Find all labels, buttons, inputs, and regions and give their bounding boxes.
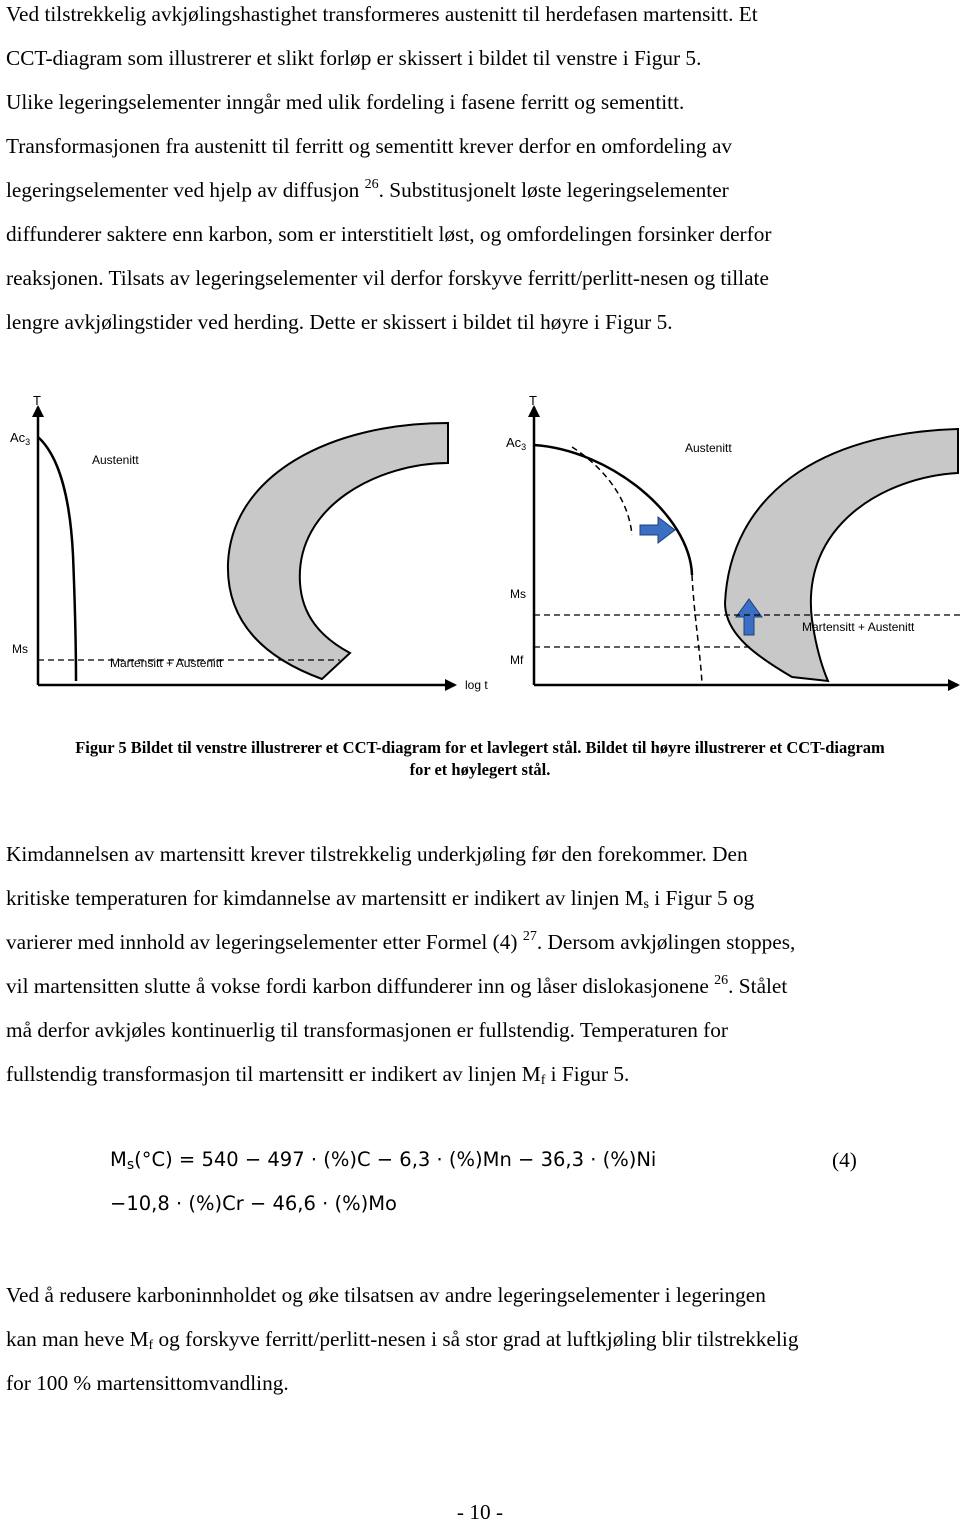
caption-line: Figur 5 Bildet til venstre illustrerer et CCT-diagram for et lavlegert stål. Bildet til høyre illustrerer et CCT-diagram bbox=[75, 738, 885, 757]
formula-line-1 bbox=[110, 1148, 656, 1171]
martensite-start-curve-solid bbox=[534, 445, 692, 575]
austenitt-label: Austenitt bbox=[685, 441, 732, 455]
text-fragment: . Stålet bbox=[728, 974, 788, 998]
martensitt-austenitt-label: Martensitt + Austenitt bbox=[110, 656, 223, 670]
text-fragment: legeringselementer ved hjelp av diffusjon bbox=[6, 178, 360, 202]
martensitt-austenitt-label: Martensitt + Austenitt bbox=[802, 620, 915, 634]
old-curve-dashed bbox=[572, 447, 632, 535]
reference-superscript: 27 bbox=[522, 929, 537, 944]
subscript: f bbox=[148, 1338, 154, 1353]
ac-subscript: 3 bbox=[25, 437, 31, 447]
text-fragment: i Figur 5. bbox=[545, 1062, 630, 1086]
text-fragment: vil martensitten slutte å vokse fordi karbon diffunderer inn og låser dislokasjonene bbox=[6, 974, 709, 998]
text-line: for 100 % martensittomvandling. bbox=[6, 1371, 289, 1395]
ac-text: Ac bbox=[506, 435, 522, 450]
formula-m: M bbox=[110, 1148, 127, 1171]
subscript: f bbox=[540, 1073, 546, 1088]
text-line bbox=[6, 1317, 956, 1361]
text-line: Ulike legeringselementer inngår med ulik fordeling i fasene ferritt og sementitt. bbox=[6, 90, 685, 114]
conclusion-paragraph bbox=[6, 1273, 956, 1405]
text-line: diffunderer saktere enn karbon, som er interstitielt løst, og omfordelingen forsinker derfor bbox=[6, 222, 772, 246]
log-t-label: log t bbox=[465, 678, 488, 692]
ac3-label bbox=[10, 430, 30, 447]
ac3-label bbox=[506, 435, 526, 452]
text-line bbox=[6, 920, 956, 964]
text-fragment: . Dersom avkjølingen stoppes, bbox=[536, 930, 796, 954]
ac-subscript: 3 bbox=[521, 442, 527, 452]
text-fragment: i Figur 5 og bbox=[648, 886, 755, 910]
intro-paragraph bbox=[6, 0, 956, 344]
text-fragment: og forskyve ferritt/perlitt-nesen i så stor grad at luftkjøling blir tilstrekkelig bbox=[153, 1327, 799, 1351]
ac-text: Ac bbox=[10, 430, 26, 445]
caption-line: for et høylegert stål. bbox=[409, 760, 551, 779]
martensite-start-curve-dashed bbox=[692, 575, 702, 683]
text-line: må derfor avkjøles kontinuerlig til transformasjonen er fullstendig. Temperaturen for bbox=[6, 1018, 728, 1042]
text-line bbox=[6, 964, 956, 1008]
subscript: s bbox=[643, 897, 649, 912]
text-line: reaksjonen. Tilsats av legeringselementer vil derfor forskyve ferritt/perlitt-nesen og tillate bbox=[6, 266, 769, 290]
transformation-nose bbox=[725, 429, 958, 681]
transformation-nose bbox=[228, 423, 448, 679]
figure-right-cct-high-alloy bbox=[490, 385, 960, 695]
formula-subscript: s bbox=[126, 1157, 135, 1173]
reference-superscript: 26 bbox=[364, 177, 379, 192]
text-line bbox=[6, 1052, 956, 1096]
page-number: - 10 - bbox=[456, 1500, 504, 1524]
reference-superscript: 26 bbox=[714, 973, 729, 988]
text-line bbox=[6, 876, 956, 920]
formula-text: (°C) = 540 − 497 ⋅ (%)C − 6,3 ⋅ (%)Mn − 36,3 ⋅ (%)Ni bbox=[134, 1148, 657, 1171]
text-fragment: kritiske temperaturen for kimdannelse av martensitt er indikert av linjen M bbox=[6, 886, 644, 910]
text-fragment: fullstendig transformasjon til martensitt er indikert av linjen M bbox=[6, 1062, 541, 1086]
text-line bbox=[6, 168, 956, 212]
text-line: lengre avkjølingstider ved herding. Dette er skissert i bildet til høyre i Figur 5. bbox=[6, 310, 673, 334]
figure-left-cct-low-alloy bbox=[0, 385, 490, 695]
axis-t-label: T bbox=[33, 393, 41, 408]
axis-t-label: T bbox=[529, 393, 537, 408]
figure-caption bbox=[0, 737, 960, 781]
mf-label: Mf bbox=[510, 653, 524, 667]
formula-number: (4) bbox=[832, 1148, 857, 1172]
text-fragment: kan man heve M bbox=[6, 1327, 149, 1351]
martensite-paragraph bbox=[6, 832, 956, 1096]
ms-label: Ms bbox=[510, 587, 526, 601]
text-line: Kimdannelsen av martensitt krever tilstrekkelig underkjøling før den forekommer. Den bbox=[6, 842, 748, 866]
text-fragment: . Substitusjonelt løste legeringselementer bbox=[378, 178, 729, 202]
martensite-start-curve bbox=[38, 437, 76, 681]
text-line: CCT-diagram som illustrerer et slikt forløp er skissert i bildet til venstre i Figur 5. bbox=[6, 46, 702, 70]
text-fragment: varierer med innhold av legeringselementer etter Formel (4) bbox=[6, 930, 518, 954]
text-line: Ved å redusere karboninnholdet og øke tilsatsen av andre legeringselementer i legeringen bbox=[6, 1283, 766, 1307]
text-line: Transformasjonen fra austenitt til ferritt og sementitt krever derfor en omfordeling av bbox=[6, 134, 733, 158]
formula-line-2: −10,8 ⋅ (%)Cr − 46,6 ⋅ (%)Mo bbox=[110, 1192, 397, 1215]
austenitt-label: Austenitt bbox=[92, 453, 139, 467]
ms-label: Ms bbox=[12, 642, 28, 656]
text-line: Ved tilstrekkelig avkjølingshastighet transformeres austenitt til herdefasen martensitt. Et bbox=[6, 2, 758, 26]
